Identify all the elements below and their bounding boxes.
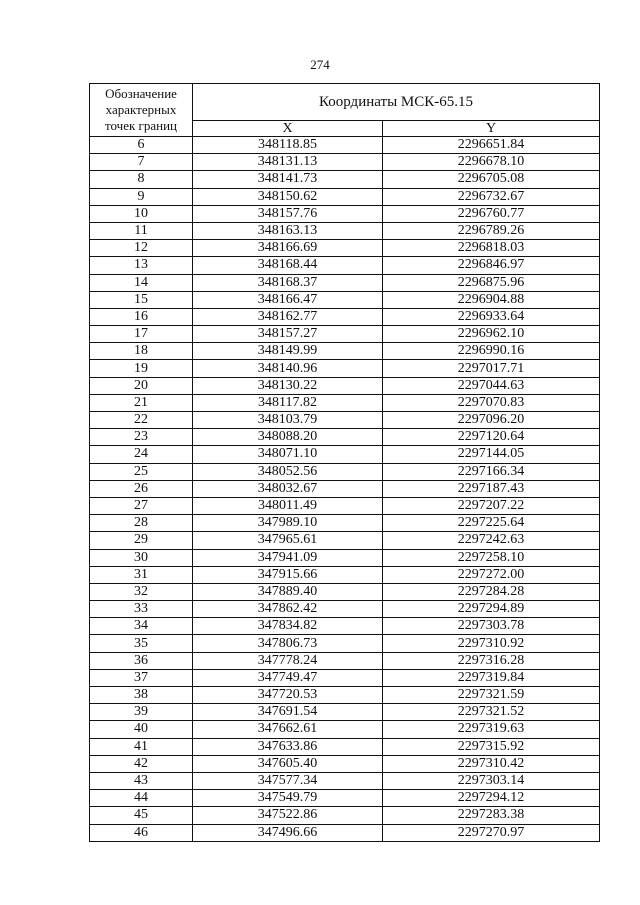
y-coordinate-cell: 2297319.63 xyxy=(383,721,600,738)
x-coordinate-cell: 348157.76 xyxy=(193,205,383,222)
point-number-cell: 28 xyxy=(90,515,193,532)
y-coordinate-cell: 2296846.97 xyxy=(383,257,600,274)
table-row xyxy=(90,790,600,807)
y-coordinate-cell: 2296904.88 xyxy=(383,291,600,308)
point-number-cell: 36 xyxy=(90,652,193,669)
table-row xyxy=(90,721,600,738)
y-coordinate-cell: 2297303.78 xyxy=(383,618,600,635)
point-number-cell: 15 xyxy=(90,291,193,308)
x-coordinate-cell: 348052.56 xyxy=(193,463,383,480)
y-coordinate-cell: 2297166.34 xyxy=(383,463,600,480)
y-coordinate-cell: 2297120.64 xyxy=(383,429,600,446)
coordinates-table xyxy=(89,83,600,842)
y-coordinate-cell: 2297096.20 xyxy=(383,412,600,429)
table-row xyxy=(90,549,600,566)
y-coordinate-cell: 2297294.89 xyxy=(383,601,600,618)
point-number-cell: 6 xyxy=(90,137,193,154)
point-number-cell: 19 xyxy=(90,360,193,377)
point-number-cell: 46 xyxy=(90,824,193,841)
point-number-cell: 21 xyxy=(90,394,193,411)
table-row xyxy=(90,412,600,429)
table-row xyxy=(90,188,600,205)
header-coordinates: Координаты МСК-65.15 xyxy=(193,84,600,121)
point-number-cell: 26 xyxy=(90,480,193,497)
page-number: 274 xyxy=(310,57,330,72)
x-coordinate-cell: 347496.66 xyxy=(193,824,383,841)
table-row xyxy=(90,171,600,188)
point-number-cell: 30 xyxy=(90,549,193,566)
y-coordinate-cell: 2296651.84 xyxy=(383,137,600,154)
point-number-cell: 17 xyxy=(90,326,193,343)
x-coordinate-cell: 348168.37 xyxy=(193,274,383,291)
table-row xyxy=(90,480,600,497)
table-row xyxy=(90,618,600,635)
x-coordinate-cell: 347915.66 xyxy=(193,566,383,583)
point-number-cell: 16 xyxy=(90,308,193,325)
y-coordinate-cell: 2297044.63 xyxy=(383,377,600,394)
point-number-cell: 40 xyxy=(90,721,193,738)
x-coordinate-cell: 348103.79 xyxy=(193,412,383,429)
x-coordinate-cell: 347941.09 xyxy=(193,549,383,566)
table-row xyxy=(90,377,600,394)
x-coordinate-cell: 347720.53 xyxy=(193,687,383,704)
table-row xyxy=(90,394,600,411)
table-row xyxy=(90,515,600,532)
x-coordinate-cell: 347549.79 xyxy=(193,790,383,807)
table-row xyxy=(90,583,600,600)
x-coordinate-cell: 347633.86 xyxy=(193,738,383,755)
table-row xyxy=(90,222,600,239)
y-coordinate-cell: 2297187.43 xyxy=(383,480,600,497)
point-number-cell: 27 xyxy=(90,497,193,514)
x-coordinate-cell: 347691.54 xyxy=(193,704,383,721)
x-coordinate-cell: 348117.82 xyxy=(193,394,383,411)
x-coordinate-cell: 348130.22 xyxy=(193,377,383,394)
point-number-cell: 8 xyxy=(90,171,193,188)
table-row xyxy=(90,652,600,669)
x-coordinate-cell: 347577.34 xyxy=(193,772,383,789)
table-row xyxy=(90,669,600,686)
x-coordinate-cell: 347862.42 xyxy=(193,601,383,618)
y-coordinate-cell: 2296678.10 xyxy=(383,154,600,171)
point-number-cell: 7 xyxy=(90,154,193,171)
point-number-cell: 24 xyxy=(90,446,193,463)
point-number-cell: 10 xyxy=(90,205,193,222)
point-number-cell: 44 xyxy=(90,790,193,807)
x-coordinate-cell: 348166.47 xyxy=(193,291,383,308)
x-coordinate-cell: 348140.96 xyxy=(193,360,383,377)
y-coordinate-cell: 2296705.08 xyxy=(383,171,600,188)
y-coordinate-cell: 2297316.28 xyxy=(383,652,600,669)
y-coordinate-cell: 2297310.92 xyxy=(383,635,600,652)
x-coordinate-cell: 348088.20 xyxy=(193,429,383,446)
point-number-cell: 41 xyxy=(90,738,193,755)
table-row xyxy=(90,291,600,308)
point-number-cell: 18 xyxy=(90,343,193,360)
y-coordinate-cell: 2297319.84 xyxy=(383,669,600,686)
point-number-cell: 39 xyxy=(90,704,193,721)
y-coordinate-cell: 2296875.96 xyxy=(383,274,600,291)
table-row xyxy=(90,532,600,549)
point-number-cell: 12 xyxy=(90,240,193,257)
y-coordinate-cell: 2297070.83 xyxy=(383,394,600,411)
table-row xyxy=(90,601,600,618)
x-coordinate-cell: 347749.47 xyxy=(193,669,383,686)
x-coordinate-cell: 347662.61 xyxy=(193,721,383,738)
table-row xyxy=(90,446,600,463)
x-coordinate-cell: 347778.24 xyxy=(193,652,383,669)
y-coordinate-cell: 2297017.71 xyxy=(383,360,600,377)
table-row xyxy=(90,566,600,583)
table-row xyxy=(90,257,600,274)
y-coordinate-cell: 2297321.59 xyxy=(383,687,600,704)
x-coordinate-cell: 348011.49 xyxy=(193,497,383,514)
y-coordinate-cell: 2297225.64 xyxy=(383,515,600,532)
header-point-label: Обозначение характерных точек границ xyxy=(90,84,193,137)
header-y: Y xyxy=(383,121,600,137)
point-number-cell: 11 xyxy=(90,222,193,239)
table-row xyxy=(90,274,600,291)
x-coordinate-cell: 348118.85 xyxy=(193,137,383,154)
x-coordinate-cell: 348071.10 xyxy=(193,446,383,463)
table-row xyxy=(90,755,600,772)
point-number-cell: 23 xyxy=(90,429,193,446)
y-coordinate-cell: 2297283.38 xyxy=(383,807,600,824)
table-row xyxy=(90,240,600,257)
x-coordinate-cell: 347989.10 xyxy=(193,515,383,532)
y-coordinate-cell: 2296732.67 xyxy=(383,188,600,205)
y-coordinate-cell: 2296990.16 xyxy=(383,343,600,360)
x-coordinate-cell: 348163.13 xyxy=(193,222,383,239)
table-row xyxy=(90,635,600,652)
x-coordinate-cell: 348166.69 xyxy=(193,240,383,257)
x-coordinate-cell: 347522.86 xyxy=(193,807,383,824)
point-number-cell: 20 xyxy=(90,377,193,394)
y-coordinate-cell: 2297315.92 xyxy=(383,738,600,755)
y-coordinate-cell: 2297258.10 xyxy=(383,549,600,566)
table-row xyxy=(90,429,600,446)
y-coordinate-cell: 2296818.03 xyxy=(383,240,600,257)
y-coordinate-cell: 2297294.12 xyxy=(383,790,600,807)
y-coordinate-cell: 2297310.42 xyxy=(383,755,600,772)
point-number-cell: 22 xyxy=(90,412,193,429)
x-coordinate-cell: 348141.73 xyxy=(193,171,383,188)
point-number-cell: 29 xyxy=(90,532,193,549)
table-row xyxy=(90,497,600,514)
x-coordinate-cell: 347806.73 xyxy=(193,635,383,652)
point-number-cell: 37 xyxy=(90,669,193,686)
point-number-cell: 25 xyxy=(90,463,193,480)
x-coordinate-cell: 347889.40 xyxy=(193,583,383,600)
table-row xyxy=(90,772,600,789)
point-number-cell: 43 xyxy=(90,772,193,789)
x-coordinate-cell: 347965.61 xyxy=(193,532,383,549)
table-row xyxy=(90,205,600,222)
table-row xyxy=(90,360,600,377)
point-number-cell: 14 xyxy=(90,274,193,291)
point-number-cell: 45 xyxy=(90,807,193,824)
point-number-cell: 42 xyxy=(90,755,193,772)
point-number-cell: 9 xyxy=(90,188,193,205)
y-coordinate-cell: 2297321.52 xyxy=(383,704,600,721)
table-row xyxy=(90,326,600,343)
table-row xyxy=(90,824,600,841)
x-coordinate-cell: 348162.77 xyxy=(193,308,383,325)
y-coordinate-cell: 2297272.00 xyxy=(383,566,600,583)
x-coordinate-cell: 347605.40 xyxy=(193,755,383,772)
x-coordinate-cell: 348168.44 xyxy=(193,257,383,274)
point-number-cell: 33 xyxy=(90,601,193,618)
y-coordinate-cell: 2297303.14 xyxy=(383,772,600,789)
table-row xyxy=(90,154,600,171)
x-coordinate-cell: 347834.82 xyxy=(193,618,383,635)
x-coordinate-cell: 348131.13 xyxy=(193,154,383,171)
x-coordinate-cell: 348157.27 xyxy=(193,326,383,343)
point-number-cell: 13 xyxy=(90,257,193,274)
y-coordinate-cell: 2296933.64 xyxy=(383,308,600,325)
table-row xyxy=(90,463,600,480)
point-number-cell: 31 xyxy=(90,566,193,583)
table-body xyxy=(90,137,600,842)
table-row xyxy=(90,738,600,755)
y-coordinate-cell: 2297207.22 xyxy=(383,497,600,514)
y-coordinate-cell: 2296760.77 xyxy=(383,205,600,222)
point-number-cell: 35 xyxy=(90,635,193,652)
point-number-cell: 32 xyxy=(90,583,193,600)
table-row xyxy=(90,343,600,360)
y-coordinate-cell: 2296789.26 xyxy=(383,222,600,239)
y-coordinate-cell: 2297144.05 xyxy=(383,446,600,463)
table-row xyxy=(90,807,600,824)
point-number-cell: 38 xyxy=(90,687,193,704)
table-row xyxy=(90,308,600,325)
y-coordinate-cell: 2296962.10 xyxy=(383,326,600,343)
table-row xyxy=(90,137,600,154)
x-coordinate-cell: 348150.62 xyxy=(193,188,383,205)
point-number-cell: 34 xyxy=(90,618,193,635)
x-coordinate-cell: 348149.99 xyxy=(193,343,383,360)
y-coordinate-cell: 2297270.97 xyxy=(383,824,600,841)
y-coordinate-cell: 2297284.28 xyxy=(383,583,600,600)
table-row xyxy=(90,704,600,721)
x-coordinate-cell: 348032.67 xyxy=(193,480,383,497)
y-coordinate-cell: 2297242.63 xyxy=(383,532,600,549)
table-row xyxy=(90,687,600,704)
header-x: X xyxy=(193,121,383,137)
